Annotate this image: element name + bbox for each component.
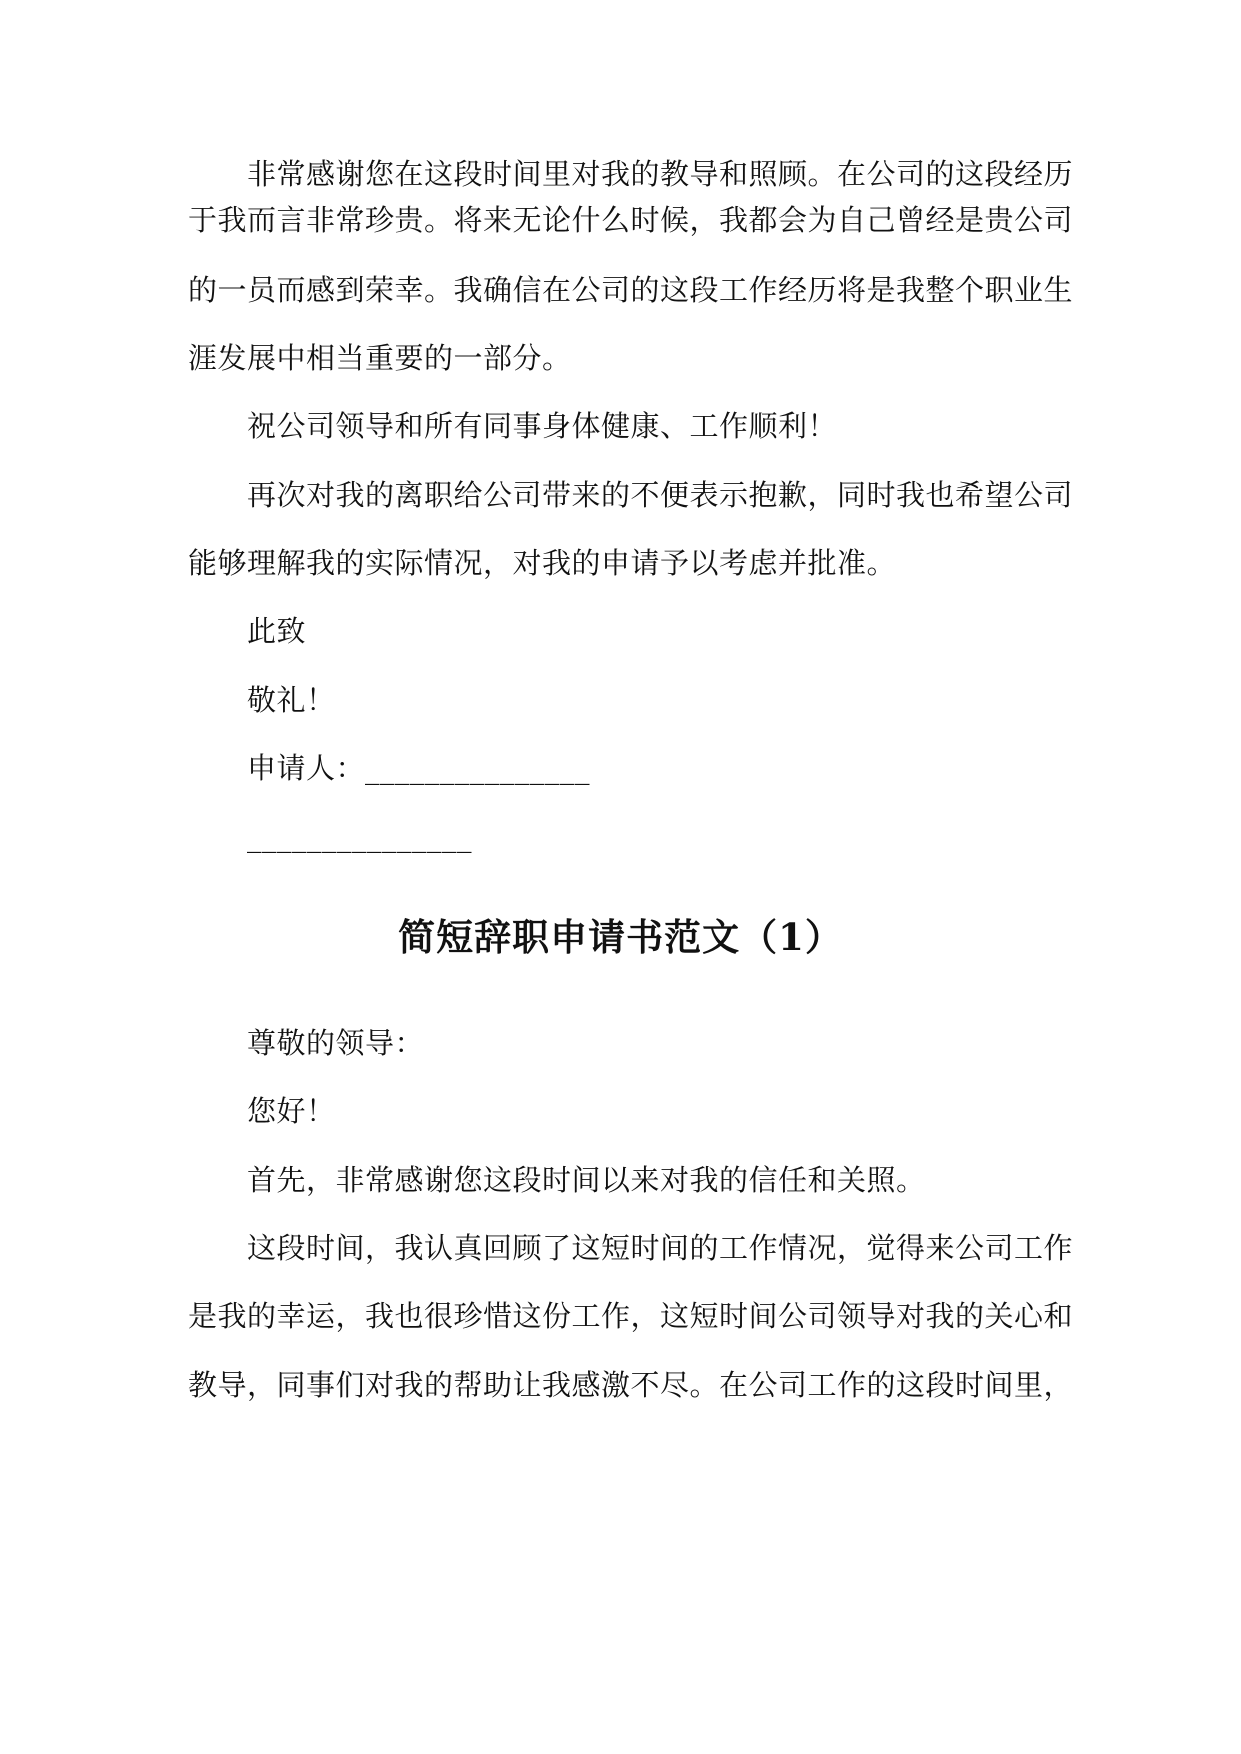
paragraph-line: 是我的幸运，我也很珍惜这份工作，这短时间公司领导对我的关心和 [188,1299,1074,1333]
date-line: _______________ [247,819,472,853]
paragraph-line: 涯发展中相当重要的一部分。 [188,341,572,375]
paragraph-line: 首先，非常感谢您这段时间以来对我的信任和关照。 [247,1163,926,1197]
paragraph-line: 于我而言非常珍贵。将来无论什么时候，我都会为自己曾经是贵公司 [188,203,1074,237]
paragraph-line: 再次对我的离职给公司带来的不便表示抱歉，同时我也希望公司 [247,478,1074,512]
salutation: 尊敬的领导： [247,1026,425,1060]
paragraph-line: 这段时间，我认真回顾了这短时间的工作情况，觉得来公司工作 [247,1231,1074,1265]
paragraph-line: 非常感谢您在这段时间里对我的教导和照顾。在公司的这段经历 [247,157,1074,191]
closing-jingli: 敬礼！ [247,683,336,717]
greeting: 您好！ [247,1094,336,1128]
paragraph-line: 能够理解我的实际情况，对我的申请予以考虑并批准。 [188,546,897,580]
wishes-line: 祝公司领导和所有同事身体健康、工作顺利！ [247,409,838,443]
paragraph-line: 的一员而感到荣幸。我确信在公司的这段工作经历将是我整个职业生 [188,273,1074,307]
section-title: 简短辞职申请书范文（1） [398,915,843,959]
applicant-line: 申请人：_______________ [247,751,591,785]
paragraph-line: 教导，同事们对我的帮助让我感激不尽。在公司工作的这段时间里， [188,1368,1074,1402]
closing-cizhi: 此致 [247,614,307,648]
